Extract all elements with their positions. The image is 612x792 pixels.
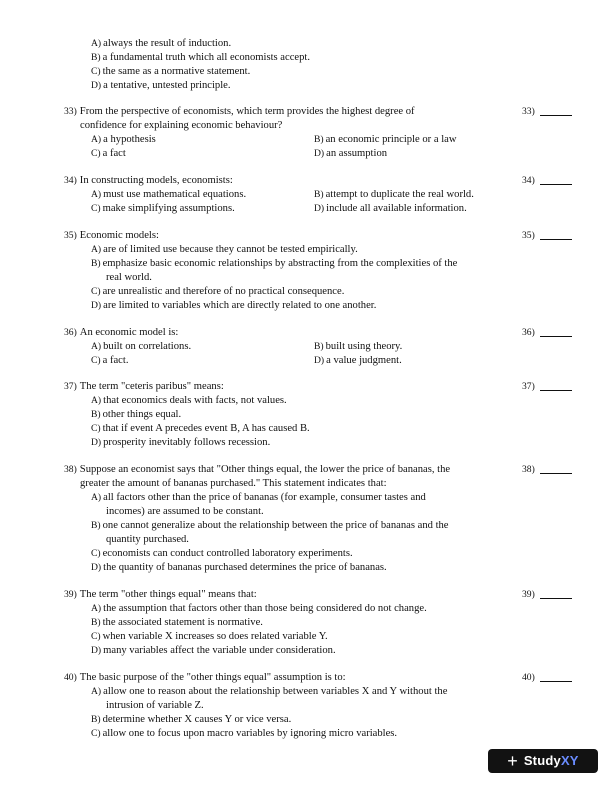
q32-option-c: C) the same as a normative statement. xyxy=(91,66,251,77)
q36-option-a: A) built on correlations. xyxy=(91,341,192,352)
q37-option-d: D) prosperity inevitably follows recession. xyxy=(91,437,271,448)
q37-answer-label: 37) xyxy=(522,381,535,392)
q34-option-a: A) must use mathematical equations. xyxy=(91,189,247,200)
q40-stem: 40) The basic purpose of the "other things equal" assumption is to: xyxy=(64,672,346,683)
q37-option-c: C) that if event A precedes event B, A has caused B. xyxy=(91,423,310,434)
q35-answer-blank[interactable] xyxy=(540,230,572,240)
q34-answer-blank[interactable] xyxy=(540,175,572,185)
q39-option-d: D) many variables affect the variable under consideration. xyxy=(91,645,336,656)
q39-option-b: B) the associated statement is normative. xyxy=(91,617,263,628)
q39-answer-blank[interactable] xyxy=(540,589,572,599)
q36-option-d: D) a value judgment. xyxy=(314,355,402,366)
q35-option-b-cont: real world. xyxy=(106,272,152,283)
q38-option-d: D) the quantity of bananas purchased determines the price of bananas. xyxy=(91,562,387,573)
q40-option-a-cont: intrusion of variable Z. xyxy=(106,700,204,711)
q32-option-b: B) a fundamental truth which all economists accept. xyxy=(91,52,310,63)
q40-option-c: C) allow one to focus upon macro variables by ignoring micro variables. xyxy=(91,728,398,739)
q36-option-c: C) a fact. xyxy=(91,355,129,366)
q33-answer-blank[interactable] xyxy=(540,106,572,116)
q37-option-a: A) that economics deals with facts, not values. xyxy=(91,395,287,406)
q34-answer-label: 34) xyxy=(522,175,535,186)
q33-stem: 33) From the perspective of economists, which term provides the highest degree of xyxy=(64,106,415,117)
logo-wordmark: StudyXY xyxy=(523,753,579,769)
q40-answer-label: 40) xyxy=(522,672,535,683)
q37-stem: 37) The term "ceteris paribus" means: xyxy=(64,381,224,392)
q36-answer-label: 36) xyxy=(522,327,535,338)
studyxy-logo[interactable] xyxy=(488,749,598,773)
plus-icon: + xyxy=(507,751,518,771)
q37-option-b: B) other things equal. xyxy=(91,409,182,420)
q34-option-d: D) include all available information. xyxy=(314,203,467,214)
q35-option-c: C) are unrealistic and therefore of no practical consequence. xyxy=(91,286,345,297)
q37-answer-blank[interactable] xyxy=(540,381,572,391)
q33-stem-cont: confidence for explaining economic behaviour? xyxy=(80,120,283,131)
q38-stem-cont: greater the amount of bananas purchased." This statement indicates that: xyxy=(80,478,387,489)
q38-answer-blank[interactable] xyxy=(540,464,572,474)
q40-option-b: B) determine whether X causes Y or vice versa. xyxy=(91,714,292,725)
q36-option-b: B) built using theory. xyxy=(314,341,403,352)
q35-option-d: D) are limited to variables which are directly related to one another. xyxy=(91,300,377,311)
q38-option-b-cont: quantity purchased. xyxy=(106,534,189,545)
q34-option-c: C) make simplifying assumptions. xyxy=(91,203,235,214)
q36-stem: 36) An economic model is: xyxy=(64,327,179,338)
q35-option-a: A) are of limited use because they cannot be tested empirically. xyxy=(91,244,358,255)
q33-answer-label: 33) xyxy=(522,106,535,117)
q40-answer-blank[interactable] xyxy=(540,672,572,682)
q35-option-b: B) emphasize basic economic relationships by abstracting from the complexities of the xyxy=(91,258,458,269)
q35-stem: 35) Economic models: xyxy=(64,230,159,241)
q33-option-b: B) an economic principle or a law xyxy=(314,134,457,145)
q33-option-c: C) a fact xyxy=(91,148,126,159)
q39-stem: 39) The term "other things equal" means that: xyxy=(64,589,257,600)
q38-option-a: A) all factors other than the price of bananas (for example, consumer tastes and xyxy=(91,492,426,503)
q32-option-d: D) a tentative, untested principle. xyxy=(91,80,231,91)
q39-answer-label: 39) xyxy=(522,589,535,600)
q39-option-a: A) the assumption that factors other than those being considered do not change. xyxy=(91,603,427,614)
q36-answer-blank[interactable] xyxy=(540,327,572,337)
q38-stem: 38) Suppose an economist says that "Other things equal, the lower the price of bananas, the xyxy=(64,464,451,475)
q38-option-c: C) economists can conduct controlled laboratory experiments. xyxy=(91,548,353,559)
q39-option-c: C) when variable X increases so does related variable Y. xyxy=(91,631,328,642)
q35-answer-label: 35) xyxy=(522,230,535,241)
q40-option-a: A) allow one to reason about the relationship between variables X and Y without the xyxy=(91,686,448,697)
q34-stem: 34) In constructing models, economists: xyxy=(64,175,233,186)
q38-option-a-cont: incomes) are assumed to be constant. xyxy=(106,506,264,517)
q38-answer-label: 38) xyxy=(522,464,535,475)
q32-option-a: A) always the result of induction. xyxy=(91,38,232,49)
q34-option-b: B) attempt to duplicate the real world. xyxy=(314,189,474,200)
q33-option-d: D) an assumption xyxy=(314,148,388,159)
q33-option-a: A) a hypothesis xyxy=(91,134,156,145)
q38-option-b: B) one cannot generalize about the relationship between the price of bananas and the xyxy=(91,520,449,531)
